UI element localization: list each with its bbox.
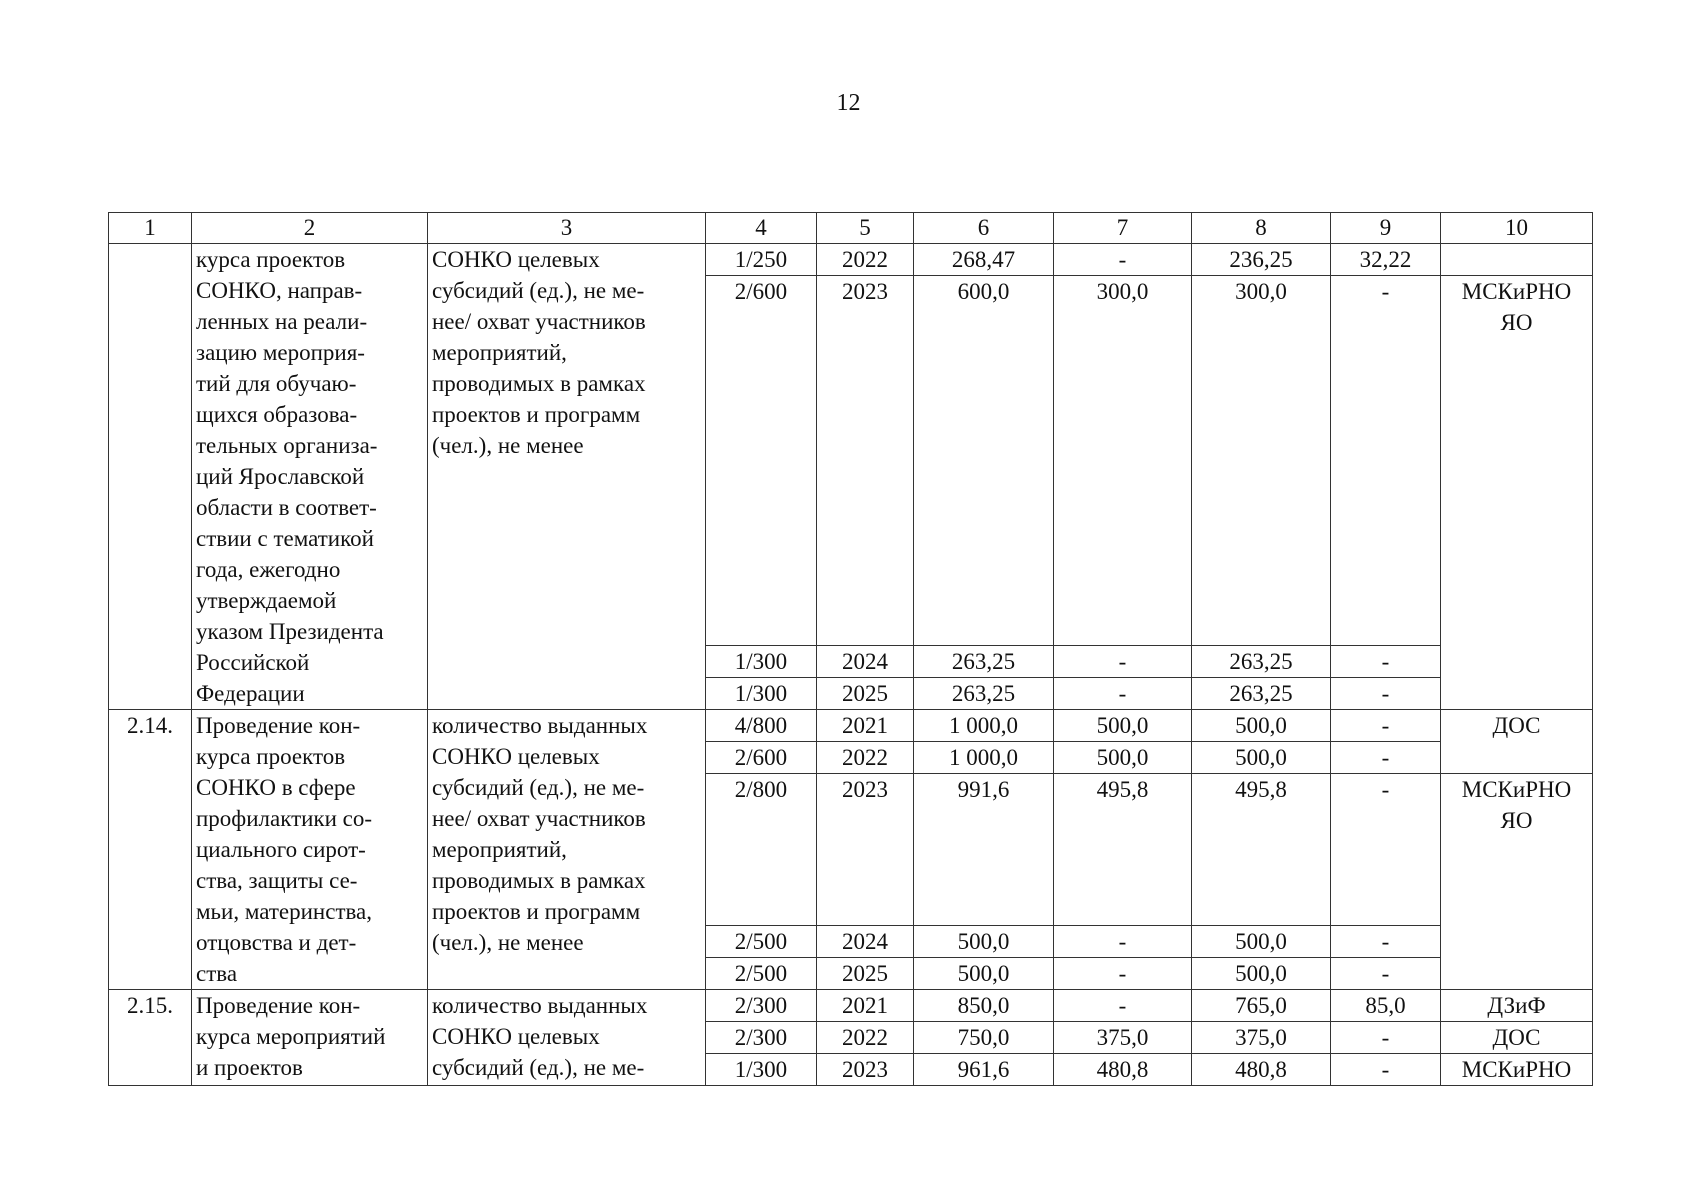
- activity-name: Проведение кон- курса проектов СОНКО в сфере профилактики со- циального сирот- ства, защиты се- мьи, материнства, отцовства и дет- ства: [192, 710, 428, 990]
- column-header-7: 7: [1054, 213, 1192, 244]
- total-funding: 263,25: [914, 678, 1054, 710]
- year: 2024: [817, 926, 914, 958]
- year: 2022: [817, 742, 914, 774]
- other-funding: -: [1331, 1022, 1441, 1054]
- other-funding: -: [1331, 710, 1441, 742]
- regional-funding: 480,8: [1192, 1054, 1331, 1086]
- executor: МСКиРНО ЯО: [1441, 774, 1593, 990]
- indicator-value: 4/800: [706, 710, 817, 742]
- total-funding: 268,47: [914, 244, 1054, 276]
- other-funding: -: [1331, 678, 1441, 710]
- federal-funding: 500,0: [1054, 742, 1192, 774]
- federal-funding: -: [1054, 958, 1192, 990]
- total-funding: 750,0: [914, 1022, 1054, 1054]
- other-funding: 32,22: [1331, 244, 1441, 276]
- column-header-6: 6: [914, 213, 1054, 244]
- regional-funding: 263,25: [1192, 646, 1331, 678]
- year: 2025: [817, 958, 914, 990]
- year: 2023: [817, 276, 914, 646]
- federal-funding: -: [1054, 646, 1192, 678]
- indicator-value: 2/500: [706, 958, 817, 990]
- executor: МСКиРНО: [1441, 1054, 1593, 1086]
- executor: ДОС: [1441, 710, 1593, 774]
- regional-funding: 263,25: [1192, 678, 1331, 710]
- federal-funding: 495,8: [1054, 774, 1192, 926]
- regional-funding: 236,25: [1192, 244, 1331, 276]
- federal-funding: 480,8: [1054, 1054, 1192, 1086]
- column-header-4: 4: [706, 213, 817, 244]
- federal-funding: -: [1054, 926, 1192, 958]
- other-funding: -: [1331, 1054, 1441, 1086]
- activity-name: курса проектов СОНКО, направ- ленных на реали- зацию мероприя- тий для обучаю- щихся образова- тельных организа- ций Ярославской области в соответ- ствии с тематикой года, ежегодно утверждаемой указом Президента Российской Федерации: [192, 244, 428, 710]
- item-number: 2.14.: [109, 710, 192, 990]
- indicator-value: 1/300: [706, 646, 817, 678]
- column-header-10: 10: [1441, 213, 1593, 244]
- other-funding: -: [1331, 926, 1441, 958]
- federal-funding: -: [1054, 678, 1192, 710]
- table-row: [109, 990, 1593, 1022]
- table-row: [109, 710, 1593, 742]
- total-funding: 500,0: [914, 958, 1054, 990]
- table-row: [109, 244, 1593, 276]
- indicator-value: 1/300: [706, 1054, 817, 1086]
- federal-funding: -: [1054, 244, 1192, 276]
- column-header-5: 5: [817, 213, 914, 244]
- column-header-9: 9: [1331, 213, 1441, 244]
- regional-funding: 300,0: [1192, 276, 1331, 646]
- federal-funding: 375,0: [1054, 1022, 1192, 1054]
- year: 2023: [817, 774, 914, 926]
- indicator-value: 1/300: [706, 678, 817, 710]
- program-activities-table: [108, 212, 1593, 1086]
- year: 2023: [817, 1054, 914, 1086]
- year: 2021: [817, 710, 914, 742]
- regional-funding: 500,0: [1192, 926, 1331, 958]
- regional-funding: 500,0: [1192, 742, 1331, 774]
- federal-funding: 300,0: [1054, 276, 1192, 646]
- column-header-2: 2: [192, 213, 428, 244]
- item-number: 2.15.: [109, 990, 192, 1086]
- year: 2021: [817, 990, 914, 1022]
- year: 2022: [817, 1022, 914, 1054]
- year: 2022: [817, 244, 914, 276]
- indicator-value: 2/800: [706, 774, 817, 926]
- indicator-value: 1/250: [706, 244, 817, 276]
- total-funding: 1 000,0: [914, 710, 1054, 742]
- other-funding: -: [1331, 958, 1441, 990]
- executor: ДЗиФ: [1441, 990, 1593, 1022]
- year: 2024: [817, 646, 914, 678]
- executor: МСКиРНО ЯО: [1441, 276, 1593, 710]
- executor: [1441, 244, 1593, 276]
- activity-name: Проведение кон- курса мероприятий и проектов: [192, 990, 428, 1086]
- other-funding: -: [1331, 742, 1441, 774]
- column-header-3: 3: [428, 213, 706, 244]
- executor: ДОС: [1441, 1022, 1593, 1054]
- indicator-value: 2/300: [706, 990, 817, 1022]
- indicator-description: СОНКО целевых субсидий (ед.), не ме- нее/ охват участников мероприятий, проводимых в рамках проектов и программ (чел.), не менее: [428, 244, 706, 710]
- indicator-description: количество выданных СОНКО целевых субсидий (ед.), не ме-: [428, 990, 706, 1086]
- other-funding: 85,0: [1331, 990, 1441, 1022]
- item-number: [109, 244, 192, 710]
- indicator-value: 2/600: [706, 742, 817, 774]
- other-funding: -: [1331, 774, 1441, 926]
- total-funding: 263,25: [914, 646, 1054, 678]
- regional-funding: 500,0: [1192, 958, 1331, 990]
- regional-funding: 495,8: [1192, 774, 1331, 926]
- regional-funding: 500,0: [1192, 710, 1331, 742]
- indicator-description: количество выданных СОНКО целевых субсидий (ед.), не ме- нее/ охват участников мероприятий, проводимых в рамках проектов и программ (чел.), не менее: [428, 710, 706, 990]
- page-number: 12: [836, 90, 861, 116]
- indicator-value: 2/500: [706, 926, 817, 958]
- total-funding: 850,0: [914, 990, 1054, 1022]
- total-funding: 500,0: [914, 926, 1054, 958]
- column-header-8: 8: [1192, 213, 1331, 244]
- other-funding: -: [1331, 646, 1441, 678]
- federal-funding: 500,0: [1054, 710, 1192, 742]
- regional-funding: 375,0: [1192, 1022, 1331, 1054]
- year: 2025: [817, 678, 914, 710]
- total-funding: 961,6: [914, 1054, 1054, 1086]
- federal-funding: -: [1054, 990, 1192, 1022]
- indicator-value: 2/600: [706, 276, 817, 646]
- other-funding: -: [1331, 276, 1441, 646]
- total-funding: 600,0: [914, 276, 1054, 646]
- column-header-1: 1: [109, 213, 192, 244]
- regional-funding: 765,0: [1192, 990, 1331, 1022]
- indicator-value: 2/300: [706, 1022, 817, 1054]
- total-funding: 991,6: [914, 774, 1054, 926]
- total-funding: 1 000,0: [914, 742, 1054, 774]
- column-number-row: [109, 213, 1593, 244]
